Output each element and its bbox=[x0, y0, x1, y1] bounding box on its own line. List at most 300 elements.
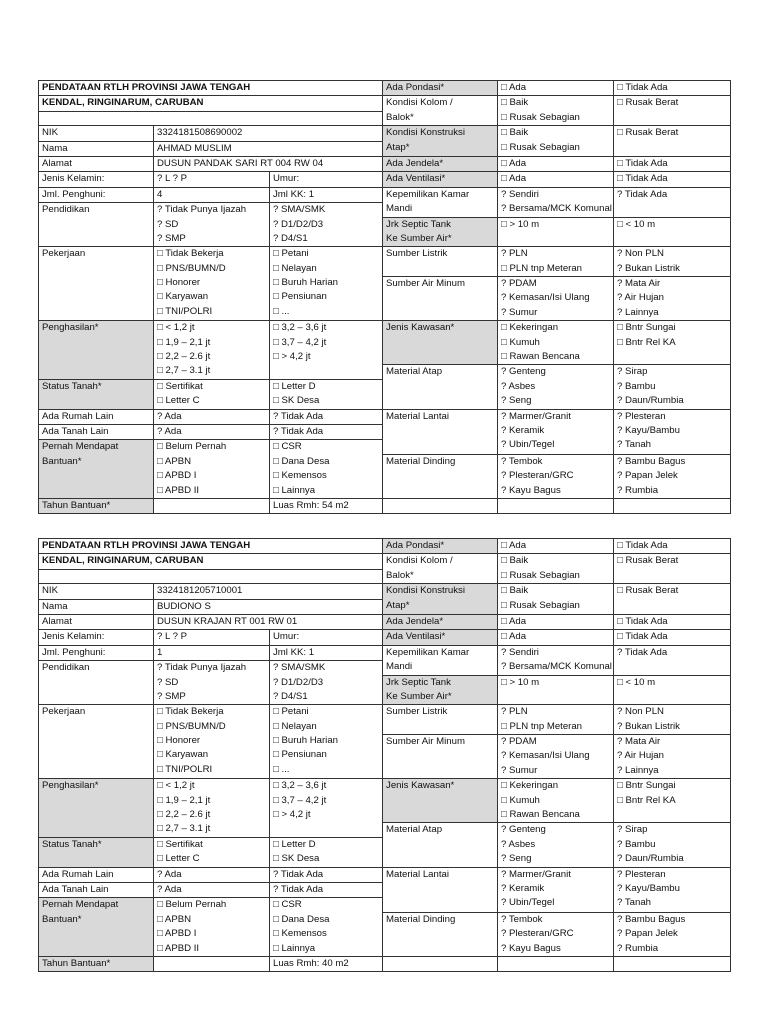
form-row bbox=[39, 554, 731, 569]
pekerjaan-label: Pekerjaan bbox=[42, 706, 86, 718]
air_minum-option: ? Lainnya bbox=[617, 306, 659, 318]
ada_tanah_lain-option-col2 bbox=[270, 882, 383, 897]
form-row bbox=[39, 156, 731, 171]
listrik-label: Sumber Listrik bbox=[386, 706, 448, 718]
dinding-options-col2 bbox=[614, 454, 731, 498]
pondasi-options-col1 bbox=[498, 539, 614, 554]
ada_tanah_lain-label-cell bbox=[39, 424, 154, 439]
form-header-blank-cell bbox=[39, 569, 383, 583]
dinding-options-col2 bbox=[614, 912, 731, 956]
pekerjaan-option: □ Honorer bbox=[157, 735, 201, 747]
status_tanah-label-cell bbox=[39, 379, 154, 409]
lantai-option: ? Marmer/Granit bbox=[501, 410, 571, 422]
ada_tanah_lain-label: Ada Tanah Lain bbox=[42, 883, 109, 895]
nama-label-cell bbox=[39, 599, 154, 614]
pendidikan-option: ? SMA/SMK bbox=[273, 662, 326, 674]
pondasi-label-cell bbox=[383, 81, 498, 96]
atap-label: Material Atap bbox=[386, 366, 443, 378]
dinding-label-cell bbox=[383, 912, 498, 956]
nik-label-cell bbox=[39, 126, 154, 141]
kamar_mandi-options-col1 bbox=[498, 187, 614, 217]
penghasilan-option: □ 3,2 – 3,6 jt bbox=[273, 780, 327, 792]
dinding-option: ? Plesteran/GRC bbox=[501, 928, 574, 940]
pekerjaan-option: □ ... bbox=[273, 763, 290, 775]
jenis-kelamin-options-cell bbox=[154, 630, 270, 645]
dinding-option: ? Tembok bbox=[501, 913, 543, 925]
tahun-bantuan-label-cell bbox=[39, 498, 154, 513]
pekerjaan-option: □ TNI/POLRI bbox=[157, 305, 213, 317]
penghasilan-option: □ 1,9 – 2,1 jt bbox=[157, 794, 211, 806]
status_tanah-options-col1 bbox=[154, 837, 270, 867]
ada_tanah_lain-option: ? Ada bbox=[157, 425, 182, 437]
alamat-value: DUSUN KRAJAN RT 001 RW 01 bbox=[157, 615, 298, 627]
pekerjaan-option: □ Karyawan bbox=[157, 291, 209, 303]
listrik-label-cell bbox=[383, 705, 498, 735]
listrik-options-col1 bbox=[498, 705, 614, 735]
atap-label-cell bbox=[383, 365, 498, 409]
luas-rumah-cell bbox=[270, 956, 383, 971]
lantai-options-col2 bbox=[614, 409, 731, 454]
konstruksi-options-col2 bbox=[614, 126, 731, 157]
kamar_mandi-label-cell bbox=[383, 187, 498, 217]
jendela-option: □ Ada bbox=[501, 157, 527, 169]
rtlh-form-table bbox=[38, 538, 731, 972]
nama-value: AHMAD MUSLIM bbox=[157, 142, 232, 154]
air_minum-option: ? Air Hujan bbox=[617, 750, 664, 762]
listrik-options-col2 bbox=[614, 247, 731, 277]
listrik-option: ? Non PLN bbox=[617, 248, 664, 260]
lantai-option: ? Keramik bbox=[501, 424, 545, 436]
alamat-value-cell bbox=[154, 156, 383, 171]
pekerjaan-option: □ Tidak Bekerja bbox=[157, 248, 224, 260]
umur-cell bbox=[270, 172, 383, 187]
penghasilan-options-col2 bbox=[270, 321, 383, 380]
septic-option: □ > 10 m bbox=[501, 218, 540, 230]
konstruksi-option: □ Rusak Sebagian bbox=[501, 599, 580, 611]
form-row bbox=[39, 187, 731, 202]
kolom-label: Kondisi Kolom / bbox=[386, 555, 453, 567]
pekerjaan-option: □ Buruh Harian bbox=[273, 277, 338, 289]
tahun-bantuan-label: Tahun Bantuan* bbox=[42, 499, 111, 511]
jml-penghuni-label: Jml. Penghuni: bbox=[42, 188, 106, 200]
bantuan-label: Bantuan* bbox=[42, 455, 82, 467]
dinding-option: ? Tembok bbox=[501, 455, 543, 467]
bantuan-option: □ Lainnya bbox=[273, 484, 316, 496]
bantuan-option: □ Belum Pernah bbox=[157, 899, 227, 911]
dinding-options-col1 bbox=[498, 912, 614, 956]
kolom-label: Kondisi Kolom / bbox=[386, 97, 453, 109]
jenis-kelamin-label-cell bbox=[39, 630, 154, 645]
ventilasi-options-col1 bbox=[498, 630, 614, 645]
form-header-title-cell bbox=[39, 81, 383, 96]
form-row bbox=[39, 126, 731, 141]
dinding-option: ? Kayu Bagus bbox=[501, 484, 561, 496]
ada_rumah_lain-option-col1 bbox=[154, 409, 270, 424]
bantuan-options-col2 bbox=[270, 440, 383, 499]
pendidikan-option: ? SMP bbox=[157, 232, 186, 244]
form-row bbox=[39, 956, 731, 971]
ada_rumah_lain-label: Ada Rumah Lain bbox=[42, 868, 114, 880]
kamar_mandi-options-col2 bbox=[614, 187, 731, 217]
bantuan-option: □ Dana Desa bbox=[273, 913, 330, 925]
ada_rumah_lain-option: ? Ada bbox=[157, 410, 182, 422]
ventilasi-options-col2 bbox=[614, 172, 731, 187]
form-header-location: KENDAL, RINGINARUM, CARUBAN bbox=[42, 555, 204, 567]
jendela-option: □ Tidak Ada bbox=[617, 615, 668, 627]
kawasan-options-col2 bbox=[614, 321, 731, 365]
air_minum-label: Sumber Air Minum bbox=[386, 736, 465, 748]
pendidikan-option: ? SMP bbox=[157, 690, 186, 702]
umur-label: Umur: bbox=[273, 631, 300, 643]
penghasilan-option: □ > 4,2 jt bbox=[273, 809, 311, 821]
listrik-option: ? PLN bbox=[501, 248, 528, 260]
konstruksi-option: □ Baik bbox=[501, 585, 529, 597]
status_tanah-option: □ Sertifikat bbox=[157, 838, 203, 850]
konstruksi-option: □ Rusak Berat bbox=[617, 127, 679, 139]
pekerjaan-options-col1 bbox=[154, 705, 270, 779]
lantai-option: ? Marmer/Granit bbox=[501, 868, 571, 880]
kawasan-label: Jenis Kawasan* bbox=[386, 780, 455, 792]
lantai-label: Material Lantai bbox=[386, 868, 449, 880]
lantai-option: ? Plesteran bbox=[617, 868, 666, 880]
form-header-location-cell bbox=[39, 96, 383, 111]
atap-options-col2 bbox=[614, 823, 731, 867]
septic-option: □ < 10 m bbox=[617, 676, 656, 688]
bantuan-label: Bantuan* bbox=[42, 913, 82, 925]
lantai-option: ? Tanah bbox=[617, 439, 651, 451]
jendela-label: Ada Jendela* bbox=[386, 157, 444, 169]
pekerjaan-label: Pekerjaan bbox=[42, 248, 86, 260]
konstruksi-label: Kondisi Konstruksi bbox=[386, 585, 465, 597]
form-row bbox=[39, 867, 731, 882]
form-header-title-cell bbox=[39, 539, 383, 554]
pendidikan-option: ? Tidak Punya Ijazah bbox=[157, 662, 247, 674]
penghasilan-label: Penghasilan* bbox=[42, 322, 99, 334]
pendidikan-option: ? SD bbox=[157, 218, 179, 230]
konstruksi-label-cell bbox=[383, 126, 498, 157]
septic-label: Jrk Septic Tank bbox=[386, 676, 451, 688]
dinding-option: ? Papan Jelek bbox=[617, 470, 678, 482]
lantai-option: ? Kayu/Bambu bbox=[617, 424, 680, 436]
kolom-label: Balok* bbox=[386, 569, 414, 581]
bantuan-option: □ Belum Pernah bbox=[157, 441, 227, 453]
air_minum-options-col2 bbox=[614, 735, 731, 779]
form-row bbox=[39, 584, 731, 599]
alamat-label-cell bbox=[39, 614, 154, 629]
rtlh-form-table bbox=[38, 80, 731, 514]
form-row bbox=[39, 614, 731, 629]
dinding-option: ? Kayu Bagus bbox=[501, 942, 561, 954]
pendidikan-option: ? D4/S1 bbox=[273, 690, 308, 702]
listrik-options-col2 bbox=[614, 705, 731, 735]
septic-options-col2 bbox=[614, 217, 731, 247]
form-row bbox=[39, 247, 731, 262]
ventilasi-option: □ Tidak Ada bbox=[617, 631, 668, 643]
septic-option: □ > 10 m bbox=[501, 676, 540, 688]
atap-option: ? Asbes bbox=[501, 380, 536, 392]
pondasi-option: □ Tidak Ada bbox=[617, 82, 668, 93]
septic-options-col1 bbox=[498, 675, 614, 705]
status_tanah-option: □ Letter C bbox=[157, 853, 200, 865]
kamar_mandi-option: ? Sendiri bbox=[501, 646, 539, 658]
pondasi-option: □ Ada bbox=[501, 540, 527, 551]
jml-penghuni-value: 4 bbox=[157, 188, 163, 200]
jml-penghuni-label-cell bbox=[39, 187, 154, 202]
bantuan-option: □ APBD I bbox=[157, 928, 197, 940]
dinding-label: Material Dinding bbox=[386, 913, 456, 925]
konstruksi-label: Atap* bbox=[386, 141, 410, 153]
ventilasi-option: □ Ada bbox=[501, 173, 527, 185]
lantai-label-cell bbox=[383, 409, 498, 454]
jml-penghuni-value: 1 bbox=[157, 646, 163, 658]
penghasilan-option: □ 2,7 – 3.1 jt bbox=[157, 823, 211, 835]
jendela-option: □ Tidak Ada bbox=[617, 157, 668, 169]
jenis-kelamin-options-cell bbox=[154, 172, 270, 187]
status_tanah-options-col2 bbox=[270, 379, 383, 409]
status_tanah-option: □ Letter D bbox=[273, 380, 316, 392]
pekerjaan-option: □ Nelayan bbox=[273, 262, 317, 274]
form-row bbox=[39, 539, 731, 554]
atap-option: ? Bambu bbox=[617, 380, 656, 392]
dinding-options-col1 bbox=[498, 454, 614, 498]
pekerjaan-options-col2 bbox=[270, 705, 383, 779]
luas-rumah-value: Luas Rmh: 54 m2 bbox=[273, 499, 349, 511]
air_minum-option: ? Sumur bbox=[501, 306, 538, 318]
penghasilan-option: □ 1,9 – 2,1 jt bbox=[157, 336, 211, 348]
nama-label: Nama bbox=[42, 600, 68, 612]
pondasi-option: □ Ada bbox=[501, 82, 527, 93]
umur-label: Umur: bbox=[273, 173, 300, 185]
nik-label-cell bbox=[39, 584, 154, 599]
air_minum-option: ? Lainnya bbox=[617, 764, 659, 776]
atap-options-col1 bbox=[498, 365, 614, 409]
kawasan-option: □ Bntr Sungai bbox=[617, 780, 676, 792]
form-header-title: PENDATAAN RTLH PROVINSI JAWA TENGAH bbox=[42, 82, 251, 93]
kamar_mandi-option: ? Bersama/MCK Komunal bbox=[501, 203, 612, 215]
listrik-option: ? PLN bbox=[501, 706, 528, 718]
kawasan-options-col1 bbox=[498, 321, 614, 365]
pendidikan-label: Pendidikan bbox=[42, 204, 90, 216]
lantai-option: ? Ubin/Tegel bbox=[501, 439, 555, 451]
status_tanah-label: Status Tanah* bbox=[42, 380, 102, 392]
ventilasi-label: Ada Ventilasi* bbox=[386, 631, 446, 643]
form-header-location-cell bbox=[39, 554, 383, 569]
form-header-title: PENDATAAN RTLH PROVINSI JAWA TENGAH bbox=[42, 540, 251, 551]
status_tanah-option: □ Letter C bbox=[157, 395, 200, 407]
kawasan-option: □ Kekeringan bbox=[501, 780, 559, 792]
form-row bbox=[39, 645, 731, 660]
alamat-label: Alamat bbox=[42, 615, 72, 627]
tahun-bantuan-value-cell bbox=[154, 956, 270, 971]
bantuan-option: □ Kemensos bbox=[273, 470, 327, 482]
konstruksi-label-cell bbox=[383, 584, 498, 615]
lantai-option: ? Keramik bbox=[501, 882, 545, 894]
jml-penghuni-value-cell bbox=[154, 187, 270, 202]
jendela-label: Ada Jendela* bbox=[386, 615, 444, 627]
luas-rumah-value: Luas Rmh: 40 m2 bbox=[273, 957, 349, 969]
kolom-options-col1 bbox=[498, 96, 614, 126]
form-row bbox=[39, 81, 731, 96]
ventilasi-options-col1 bbox=[498, 172, 614, 187]
pendidikan-option: ? Tidak Punya Ijazah bbox=[157, 204, 247, 216]
tahun-bantuan-label-cell bbox=[39, 956, 154, 971]
pekerjaan-option: □ Honorer bbox=[157, 277, 201, 289]
atap-option: ? Seng bbox=[501, 853, 532, 865]
air_minum-option: ? PDAM bbox=[501, 736, 537, 748]
ada_rumah_lain-option: ? Ada bbox=[157, 868, 182, 880]
nama-value: BUDIONO S bbox=[157, 600, 211, 612]
pendidikan-options-col2 bbox=[270, 661, 383, 705]
right-blank-col1-cell bbox=[498, 498, 614, 513]
ada_rumah_lain-label-cell bbox=[39, 867, 154, 882]
bantuan-option: □ APBN bbox=[157, 455, 192, 467]
jendela-label-cell bbox=[383, 156, 498, 171]
konstruksi-option: □ Rusak Sebagian bbox=[501, 141, 580, 153]
lantai-option: ? Kayu/Bambu bbox=[617, 882, 680, 894]
rtlh-form bbox=[38, 538, 730, 972]
pendidikan-options-col2 bbox=[270, 203, 383, 247]
kolom-option: □ Rusak Berat bbox=[617, 97, 679, 109]
kawasan-option: □ Kekeringan bbox=[501, 322, 559, 334]
bantuan-label-cell bbox=[39, 440, 154, 499]
penghasilan-options-col1 bbox=[154, 321, 270, 380]
jenis-kelamin-label: Jenis Kelamin: bbox=[42, 173, 105, 185]
ventilasi-option: □ Ada bbox=[501, 631, 527, 643]
form-row bbox=[39, 705, 731, 720]
konstruksi-options-col1 bbox=[498, 126, 614, 157]
ada_tanah_lain-option: ? Tidak Ada bbox=[273, 425, 324, 437]
dinding-option: ? Bambu Bagus bbox=[617, 455, 686, 467]
nama-label: Nama bbox=[42, 142, 68, 154]
lantai-options-col2 bbox=[614, 867, 731, 912]
kolom-option: □ Rusak Sebagian bbox=[501, 569, 580, 581]
kawasan-option: □ Rawan Bencana bbox=[501, 351, 580, 363]
air_minum-options-col2 bbox=[614, 277, 731, 321]
penghasilan-option: □ 2,2 – 2.6 jt bbox=[157, 809, 211, 821]
atap-options-col2 bbox=[614, 365, 731, 409]
bantuan-option: □ Dana Desa bbox=[273, 455, 330, 467]
kamar_mandi-option: ? Sendiri bbox=[501, 188, 539, 200]
dinding-option: ? Bambu Bagus bbox=[617, 913, 686, 925]
atap-option: ? Bambu bbox=[617, 838, 656, 850]
alamat-value: DUSUN PANDAK SARI RT 004 RW 04 bbox=[157, 157, 324, 169]
pendidikan-option: ? SMA/SMK bbox=[273, 204, 326, 216]
air_minum-option: ? Mata Air bbox=[617, 278, 661, 290]
konstruksi-label: Atap* bbox=[386, 599, 410, 611]
right-blank-label-cell bbox=[383, 956, 498, 971]
tahun-bantuan-value bbox=[157, 957, 266, 971]
septic-options-col1 bbox=[498, 217, 614, 247]
ada_rumah_lain-label-cell bbox=[39, 409, 154, 424]
kolom-option: □ Baik bbox=[501, 97, 529, 109]
dinding-option: ? Rumbia bbox=[617, 484, 659, 496]
pekerjaan-option: □ Tidak Bekerja bbox=[157, 706, 224, 718]
pendidikan-option: ? SD bbox=[157, 676, 179, 688]
jml-kk-cell bbox=[270, 187, 383, 202]
ada_rumah_lain-option: ? Tidak Ada bbox=[273, 410, 324, 422]
atap-option: ? Daun/Rumbia bbox=[617, 395, 684, 407]
kamar_mandi-options-col1 bbox=[498, 645, 614, 675]
kawasan-options-col1 bbox=[498, 779, 614, 823]
bantuan-option: □ APBD II bbox=[157, 484, 200, 496]
kolom-options-col2 bbox=[614, 96, 731, 126]
alamat-label-cell bbox=[39, 156, 154, 171]
bantuan-label: Pernah Mendapat bbox=[42, 441, 119, 453]
lantai-options-col1 bbox=[498, 867, 614, 912]
konstruksi-option: □ Rusak Berat bbox=[617, 585, 679, 597]
lantai-options-col1 bbox=[498, 409, 614, 454]
kamar_mandi-option: ? Tidak Ada bbox=[617, 646, 668, 658]
nik-label: NIK bbox=[42, 585, 58, 597]
jenis-kelamin-options: ? L ? P bbox=[157, 631, 188, 643]
atap-option: ? Sirap bbox=[617, 366, 648, 378]
listrik-option: ? Bukan Listrik bbox=[617, 720, 680, 732]
form-header-blank-cell bbox=[39, 111, 383, 125]
bantuan-option: □ Kemensos bbox=[273, 928, 327, 940]
luas-rumah-cell bbox=[270, 498, 383, 513]
kolom-options-col2 bbox=[614, 554, 731, 584]
penghasilan-option: □ 2,7 – 3.1 jt bbox=[157, 365, 211, 377]
ada_rumah_lain-option-col2 bbox=[270, 409, 383, 424]
atap-options-col1 bbox=[498, 823, 614, 867]
ada_rumah_lain-option-col1 bbox=[154, 867, 270, 882]
bantuan-options-col1 bbox=[154, 440, 270, 499]
atap-option: ? Seng bbox=[501, 395, 532, 407]
bantuan-option: □ CSR bbox=[273, 899, 302, 911]
air_minum-options-col1 bbox=[498, 735, 614, 779]
nik-label: NIK bbox=[42, 127, 58, 139]
penghasilan-option: □ < 1,2 jt bbox=[157, 322, 195, 334]
pekerjaan-options-col1 bbox=[154, 247, 270, 321]
lantai-option: ? Tanah bbox=[617, 897, 651, 909]
bantuan-options-col1 bbox=[154, 898, 270, 957]
konstruksi-option: □ Baik bbox=[501, 127, 529, 139]
kolom-option: □ Baik bbox=[501, 555, 529, 567]
kamar_mandi-label: Mandi bbox=[386, 661, 413, 673]
dinding-label: Material Dinding bbox=[386, 455, 456, 467]
air_minum-label: Sumber Air Minum bbox=[386, 278, 465, 290]
pekerjaan-option: □ Nelayan bbox=[273, 720, 317, 732]
listrik-option: □ PLN tnp Meteran bbox=[501, 720, 583, 732]
kolom-label: Balok* bbox=[386, 111, 414, 123]
lantai-label-cell bbox=[383, 867, 498, 912]
lantai-option: ? Plesteran bbox=[617, 410, 666, 422]
air_minum-label-cell bbox=[383, 277, 498, 321]
form-row bbox=[39, 409, 731, 424]
kamar_mandi-option: ? Tidak Ada bbox=[617, 188, 668, 200]
status_tanah-option: □ Sertifikat bbox=[157, 380, 203, 392]
pondasi-label: Ada Pondasi* bbox=[386, 82, 445, 93]
dinding-label-cell bbox=[383, 454, 498, 498]
nik-value: 3324181508690002 bbox=[157, 127, 243, 139]
ada_rumah_lain-option: ? Tidak Ada bbox=[273, 868, 324, 880]
form-row bbox=[39, 321, 731, 336]
kolom-label-cell bbox=[383, 96, 498, 126]
kolom-options-col1 bbox=[498, 554, 614, 584]
septic-label-cell bbox=[383, 675, 498, 705]
status_tanah-options-col1 bbox=[154, 379, 270, 409]
ada_rumah_lain-label: Ada Rumah Lain bbox=[42, 410, 114, 422]
listrik-label: Sumber Listrik bbox=[386, 248, 448, 260]
ada_tanah_lain-label-cell bbox=[39, 882, 154, 897]
air_minum-option: ? Mata Air bbox=[617, 736, 661, 748]
jenis-kelamin-label: Jenis Kelamin: bbox=[42, 631, 105, 643]
bantuan-option: □ CSR bbox=[273, 441, 302, 453]
kawasan-option: □ Rawan Bencana bbox=[501, 809, 580, 821]
alamat-label: Alamat bbox=[42, 157, 72, 169]
penghasilan-option: □ < 1,2 jt bbox=[157, 780, 195, 792]
air_minum-option: ? Air Hujan bbox=[617, 292, 664, 304]
